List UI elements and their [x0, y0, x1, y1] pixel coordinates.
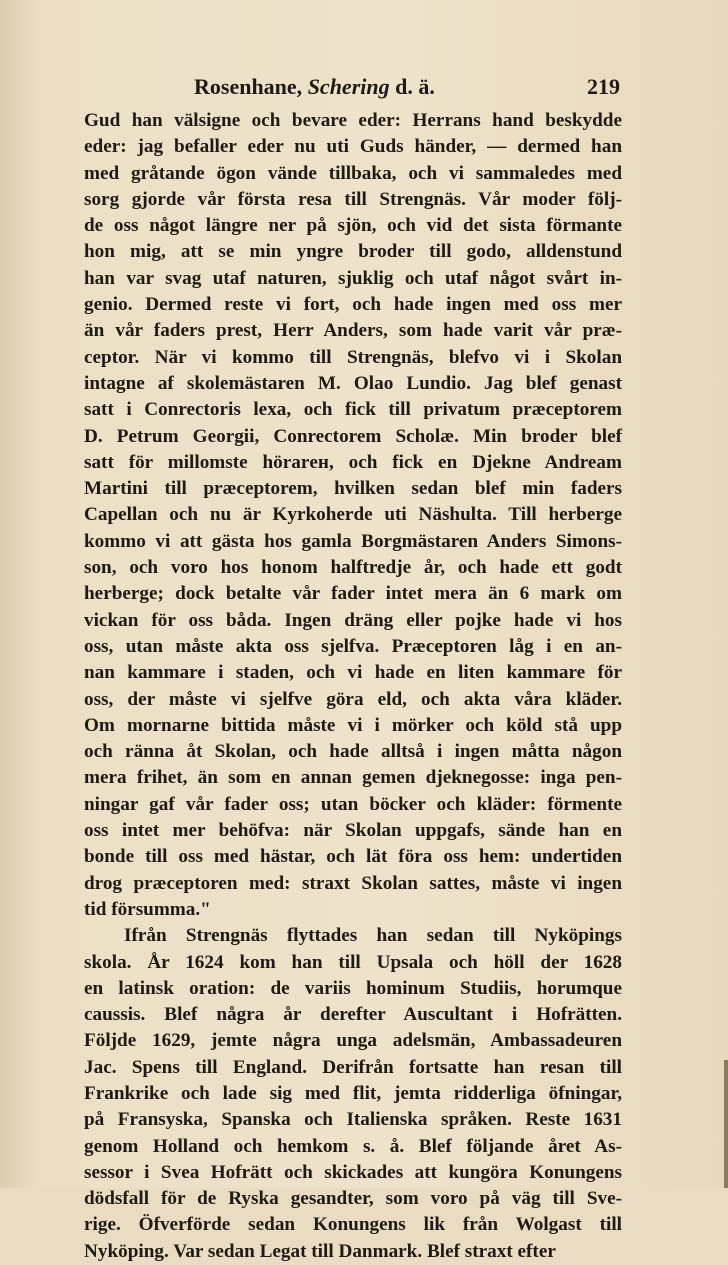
text-line: caussis. Blef några år derefter Auscultant i Hofrätten.: [84, 1004, 622, 1026]
text-line: sorg gjorde vår första resa till Strengnäs. Vår moder följ-: [84, 188, 622, 210]
text-line: på Fransyska, Spanska och Italienska språken. Reste 1631: [84, 1109, 622, 1131]
running-header: [84, 70, 620, 106]
text-line: bonde till oss med hästar, och lät föra oss hem: undertiden: [84, 846, 622, 868]
text-line: hon mig, att se min yngre broder till godo, alldenstund: [84, 241, 622, 263]
text-line: oss, utan måste akta oss sjelfva. Præceptoren låg i en an-: [84, 635, 622, 657]
text-line: satt i Conrectoris lexa, och fick till privatum præceptorem: [84, 399, 622, 421]
text-line: drog præceptoren med: straxt Skolan sattes, måste vi ingen: [84, 872, 622, 894]
text-line: D. Petrum Georgii, Conrectorem Scholæ. Min broder blef: [84, 425, 622, 447]
text-line: Gud han välsigne och bevare eder: Herrans hand beskydde: [84, 110, 622, 131]
text-line: vickan för oss båda. Ingen dräng eller pojke hade vi hos: [84, 609, 622, 631]
text-line: oss, der måste vi sjelfve göra eld, och akta våra kläder.: [84, 688, 622, 710]
text-line: Capellan och nu är Kyrkoherde uti Näshulta. Till herberge: [84, 504, 622, 526]
header-title-italic: Schering: [307, 74, 390, 99]
text-line: ningar gaf vår fader oss; utan böcker och kläder: förmente: [84, 793, 622, 815]
text-line: han var svag utaf naturen, sjuklig och utaf något svårt in-: [84, 267, 622, 289]
text-line: en latinsk oration: de variis hominum Studiis, horumque: [84, 977, 622, 999]
text-line: satt för millomste hörarен, och fick en Djekne Andream: [84, 451, 622, 473]
text-line: son, och voro hos honom halftredje år, och hade ett godt: [84, 557, 622, 579]
page-edge-shadow: [724, 1060, 728, 1188]
text-line: rige. Öfverförde sedan Konungens lik från Wolgast till: [84, 1214, 622, 1236]
text-line: intagne af skolemästaren M. Olao Lundio. Jag blef genast: [84, 372, 622, 394]
text-line: oss intet mer behöfva: när Skolan uppgafs, sände han en: [84, 820, 622, 842]
text-line: genom Holland och hemkom s. å. Blef följande året As-: [84, 1135, 622, 1157]
header-title-prefix: Rosenhane,: [194, 74, 308, 99]
text-line: kommo vi att gästa hos gamla Borgmästaren Anders Simons-: [84, 530, 622, 552]
text-line: genio. Dermed reste vi fort, och hade ingen med oss mer: [84, 294, 622, 316]
text-line: Frankrike och lade sig med flit, jemta ridderliga öfningar,: [84, 1082, 622, 1104]
text-line: herberge; dock betalte vår fader intet mera än 6 mark om: [84, 583, 622, 605]
text-line: tid försumma.": [84, 898, 211, 920]
text-line: mera frihet, än som en annan gemen djeknegosse: inga pen-: [84, 767, 622, 789]
text-line: Nyköping. Var sedan Legat till Danmark. Blef straxt efter: [84, 1240, 556, 1262]
body-text: [84, 108, 622, 1265]
text-line: sessor i Svea Hofrätt och skickades att kungöra Konungens: [84, 1161, 622, 1183]
text-line: Om mornarne bittida måste vi i mörker och köld stå upp: [84, 714, 622, 736]
text-line: Ifrån Strengnäs flyttades han sedan till Nyköpings: [124, 925, 622, 947]
header-title-suffix: d. ä.: [389, 74, 435, 99]
running-header-title: [194, 74, 435, 100]
text-line: eder: jag befaller eder nu uti Guds händer, — dermed han: [84, 136, 622, 158]
text-line: dödsfall för de Ryska gesandter, som voro på väg till Sve-: [84, 1188, 622, 1210]
text-line: och ränna åt Skolan, och hade alltså i ingen måtta någon: [84, 741, 622, 763]
text-line: skola. År 1624 kom han till Upsala och höll der 1628: [84, 951, 622, 973]
text-line: de oss något längre ner på sjön, och vid det sista förmante: [84, 215, 622, 237]
text-line: nan kammare i staden, och vi hade en liten kammare för: [84, 662, 622, 684]
text-line: Följde 1629, jemte några unga adelsmän, Ambassadeuren: [84, 1030, 622, 1052]
text-line: ceptor. När vi kommo till Strengnäs, blefvo vi i Skolan: [84, 346, 622, 368]
text-line: med gråtande ögon vände tillbaka, och vi sammaledes med: [84, 162, 622, 184]
text-line: än vår faders prest, Herr Anders, som hade varit vår præ-: [84, 320, 622, 342]
text-line: Martini till præceptorem, hvilken sedan blef min faders: [84, 478, 622, 500]
page-number: 219: [587, 74, 620, 99]
text-line: Jac. Spens till England. Derifrån fortsatte han resan till: [84, 1056, 622, 1078]
